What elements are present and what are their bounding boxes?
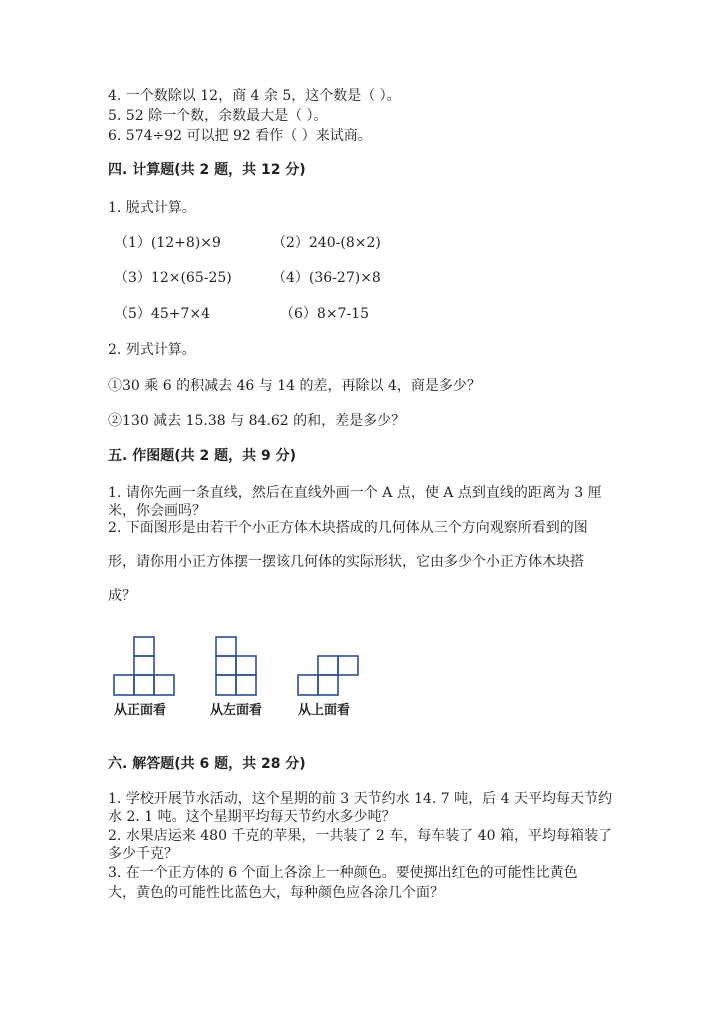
s4-q2-part-a: ①30 乘 6 的积减去 46 与 14 的差，再除以 4，商是多少？ xyxy=(108,378,481,394)
top-view-label: 从上面看 xyxy=(298,703,351,718)
section-4-heading: 四. 计算题(共 2 题，共 12 分) xyxy=(108,162,306,178)
calc-item-4: （4）(36-27)×8 xyxy=(272,270,381,286)
section-5-heading: 五. 作图题(共 2 题，共 9 分) xyxy=(108,448,296,464)
calc-item-6: （6）8×7-15 xyxy=(280,306,369,322)
s6-q2-line2: 多少千克？ xyxy=(108,846,178,862)
s4-q1-title: 1. 脱式计算。 xyxy=(108,200,196,216)
s5-q1-line2: 米，你会画吗？ xyxy=(108,503,206,519)
calc-item-1: （1）(12+8)×9 xyxy=(114,235,221,251)
front-view-diagram xyxy=(114,637,174,695)
s5-q1-line1: 1. 请你先画一条直线，然后在直线外画一个 A 点，使 A 点到直线的距离为 3 厘 xyxy=(108,485,602,501)
s4-q2-title: 2. 列式计算。 xyxy=(108,342,196,358)
question-4: 4. 一个数除以 12，商 4 余 5，这个数是（ ）。 xyxy=(108,88,401,104)
s6-q2-line1: 2. 水果店运来 480 千克的苹果，一共装了 2 车，每车装了 40 箱，平均每箱装了 xyxy=(108,828,612,844)
s5-q2-line3: 成？ xyxy=(108,588,136,604)
front-view-label: 从正面看 xyxy=(114,703,167,718)
s4-q2-part-b: ②130 减去 15.38 与 84.62 的和，差是多少？ xyxy=(108,413,406,429)
left-view-diagram xyxy=(216,637,256,695)
s5-q2-line1: 2. 下面图形是由若干个小正方体木块搭成的几何体从三个方向观察所看到的图 xyxy=(108,520,588,536)
s6-q3-line1: 3. 在一个正方体的 6 个面上各涂上一种颜色。要使掷出红色的可能性比黄色 xyxy=(108,865,578,881)
top-view-diagram xyxy=(298,656,358,695)
s6-q3-line2: 大，黄色的可能性比蓝色大，每种颜色应各涂几个面？ xyxy=(108,885,444,901)
question-5: 5. 52 除一个数，余数最大是（ ）。 xyxy=(108,108,328,124)
calc-item-3: （3）12×(65-25) xyxy=(114,270,232,286)
s6-q1-line1: 1. 学校开展节水活动，这个星期的前 3 天节约水 14. 7 吨，后 4 天平均每天节约 xyxy=(108,791,612,807)
calc-item-5: （5）45+7×4 xyxy=(114,306,210,322)
calc-item-2: （2）240-(8×2) xyxy=(272,235,381,251)
s6-q1-line2: 水 2. 1 吨。这个星期平均每天节约水多少吨？ xyxy=(108,809,396,825)
s5-q2-line2: 形，请你用小正方体摆一摆该几何体的实际形状，它由多少个小正方体木块搭 xyxy=(108,554,584,570)
question-6: 6. 574÷92 可以把 92 看作（ ）来试商。 xyxy=(108,128,372,144)
section-6-heading: 六. 解答题(共 6 题，共 28 分) xyxy=(108,756,306,772)
left-view-label: 从左面看 xyxy=(210,703,263,718)
